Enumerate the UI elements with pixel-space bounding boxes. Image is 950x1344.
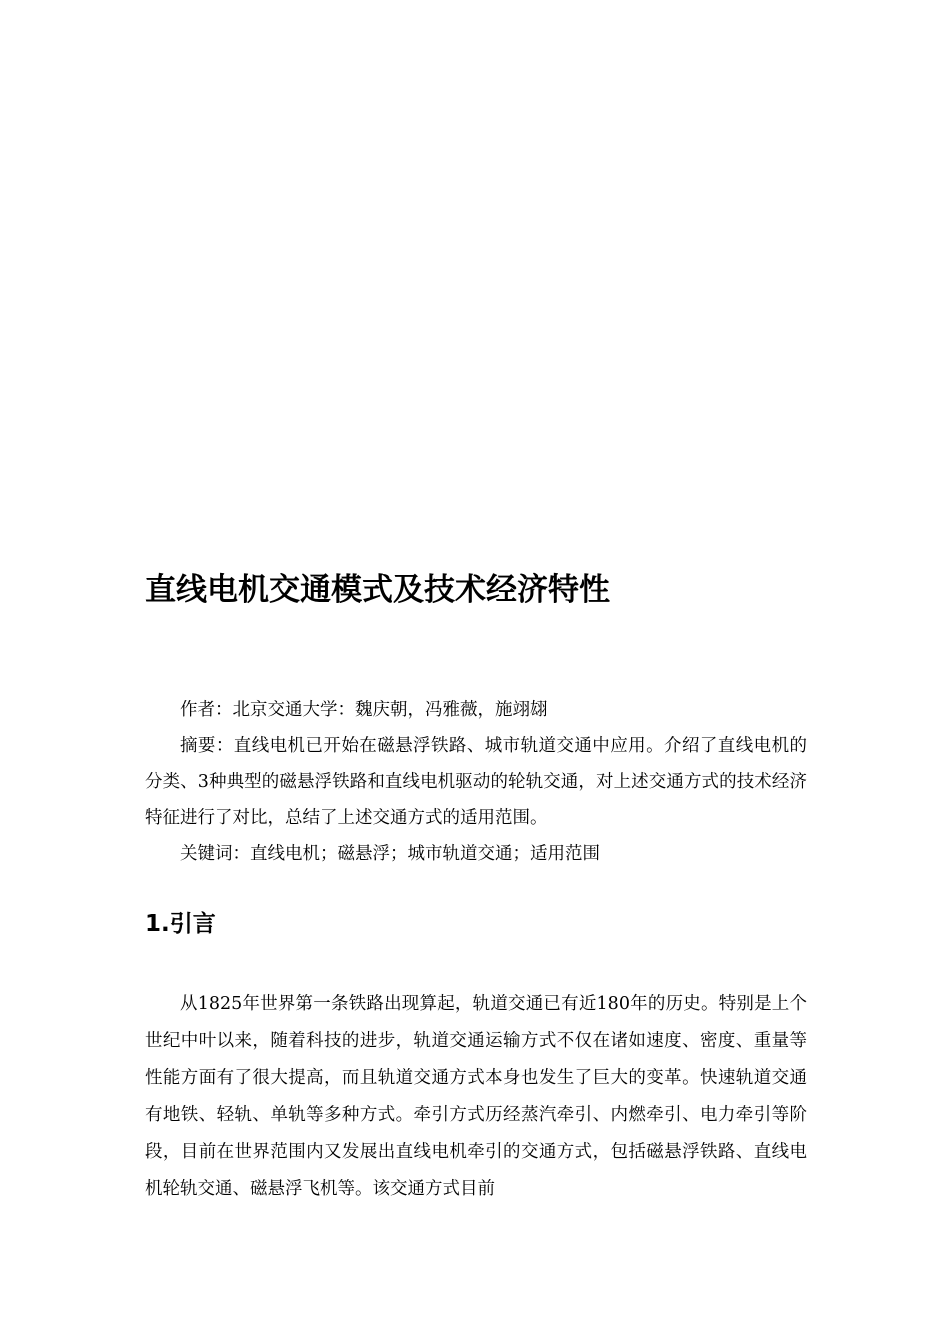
author-line: 作者：北京交通大学：魏庆朝，冯雅薇，施翊翃 — [180, 700, 548, 720]
introduction-paragraph: 从1825年世界第一条铁路出现算起，轨道交通已有近180年的历史。特别是上个世纪中叶以来，随着科技的进步，轨道交通运输方式不仅在诸如速度、密度、重量等性能方面有了很大提高，而且轨道交通方式本身也发生了巨大的变革。快速轨道交通有地铁、轻轨、单轨等多种方式。牵引方式历经蒸汽牵引、内燃牵引、电力牵引等阶段，目前在世界范围内又发展出直线电机牵引的交通方式，包括磁悬浮铁路、直线电机轮轨交通、磁悬浮飞机等。该交通方式目前 — [145, 994, 807, 1199]
document-title: 直线电机交通模式及技术经济特性 — [145, 572, 610, 608]
front-matter — [145, 692, 807, 872]
introduction-body — [145, 986, 807, 1208]
keywords-line: 关键词：直线电机；磁悬浮；城市轨道交通；适用范围 — [180, 844, 600, 864]
section-heading-introduction: 1.引言 — [145, 911, 216, 937]
abstract-paragraph: 摘要：直线电机已开始在磁悬浮铁路、城市轨道交通中应用。介绍了直线电机的分类、3种典型的磁悬浮铁路和直线电机驱动的轮轨交通，对上述交通方式的技术经济特征进行了对比，总结了上述交通方式的适用范围。 — [145, 736, 807, 828]
